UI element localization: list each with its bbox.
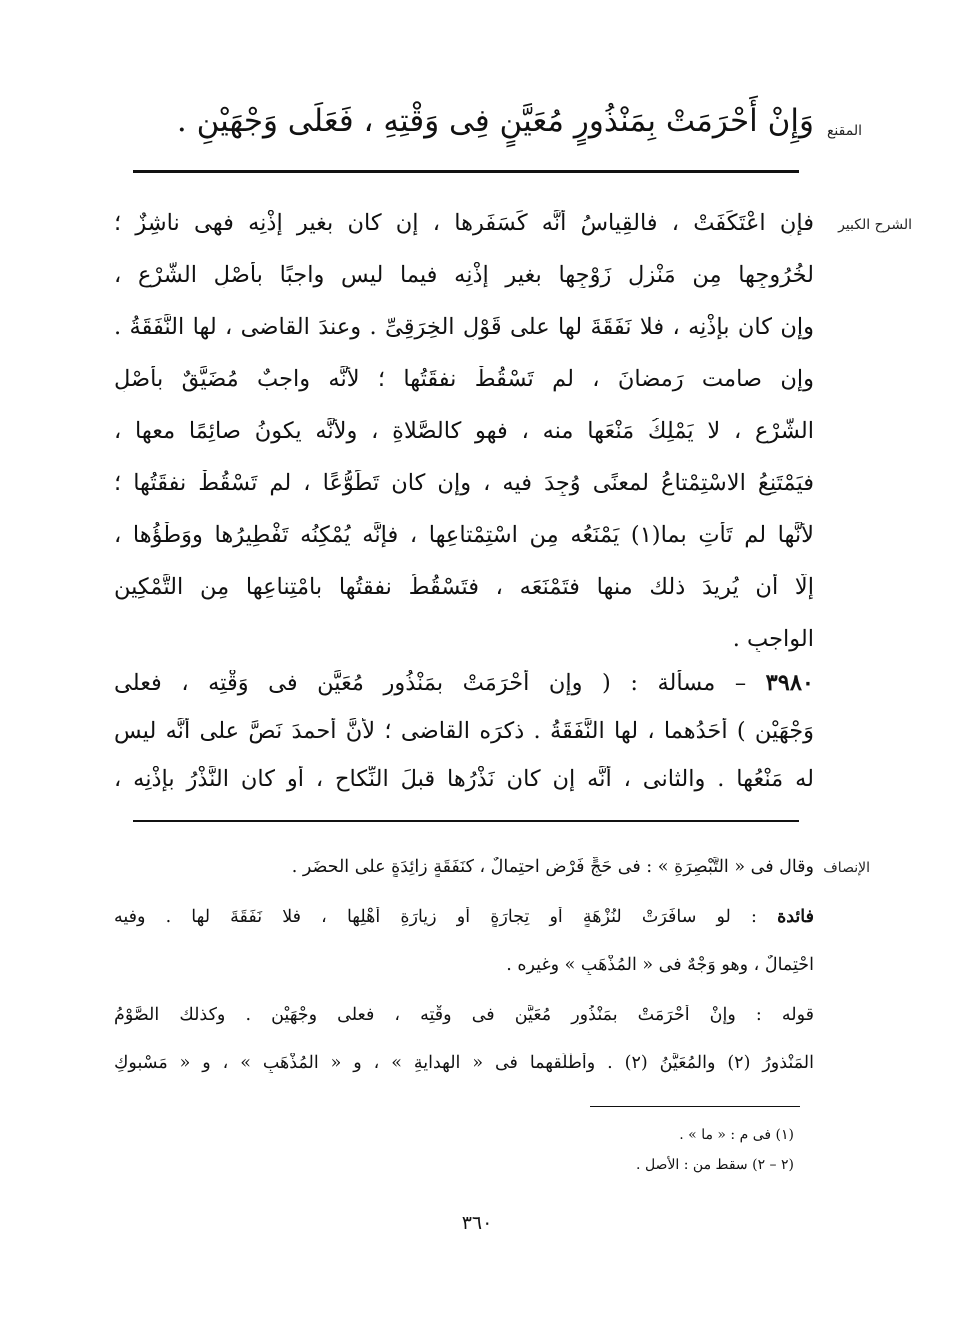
faida-line [114, 907, 814, 927]
sharh-line: وإن كان بإذْنِه ، فلا نَفَقَةَ لها على قَوْلِ الخِرَقِىِّ . وعندَ القاضى ، لها النَّفَقَةُ . [114, 314, 814, 340]
insaf-line: وقال فى « التَّبْصِرَةِ » : فى حَجٍّ فَرْضٍ احتِمالٌ ، كنَفَقَةٍ زائِدَةٍ على الحضَرِ . [291, 857, 814, 877]
sharh-line: فيَمْتَنِعُ الاسْتِمْتاعُ لمعنًى وُجِدَ فيه ، وإن كان تَطَوُّعًا ، لم تَسْقُطْ نفقَتُها ؛ [114, 470, 814, 496]
sharh-line: لأنَّها لم تَأْتِ بما(١) يَمْنَعُه مِن اسْتِمْتاعِها ، فإنَّه يُمْكِنُه تَفْطِيرُها ووَطْؤُها ، [114, 522, 814, 548]
footnote: (٢ – ٢) سقط من : الأصل . [636, 1157, 794, 1173]
muqni-divider [133, 170, 799, 173]
sharh-divider [133, 820, 799, 822]
qawluh-line: قوله : وإنْ أحْرَمَتْ بمَنْذُورٍ مُعَيَّنٍ فى وقْتِه ، فعلى وجْهَيْن . وكذلك الصَّوْمُ [114, 1005, 814, 1025]
masala-line: وَجْهَيْن ) أحَدُهما ، لها النَّفَقَةُ . ذكرَه القاضى ؛ لأنَّ أحمدَ نَصَّ على أنَّه ليس [114, 718, 814, 744]
footnote-divider [590, 1106, 800, 1107]
sharh-line: الواجبِ . [732, 626, 814, 652]
masala-line: له مَنْعُها . والثانى ، أنَّه إن كان نَذْرُها قبلَ النِّكاحِ ، أو كان النَّذْرُ بإذْنِه ، [114, 766, 814, 792]
faida-line: احْتِمالٌ ، وهو وَجْهٌ فى « المُذْهَبِ » وغيرِه . [506, 955, 814, 975]
masala-text: – مسألة : ( وإن أحْرَمَتْ بمَنْذُورٍ مُعَيَّنٍ فى وَقْتِه ، فعلى [114, 670, 747, 696]
sharh-line: وإن صامت رَمضانَ ، لم تَسْقُطْ نفقَتُها ؛ لأنَّه واجبٌ مُضَيَّقٌ بأصْلِ [114, 366, 814, 392]
faida-text: : لو سافَرَتْ لنُزْهَةٍ أو تِجارَةٍ أو زِيارَةِ أهْلِها ، فلا نَفَقَةَ لها . وفيه [114, 907, 757, 927]
page-number: ٣٦٠ [461, 1212, 493, 1234]
masala-line [114, 670, 814, 696]
faida-label: فائدة [777, 907, 814, 927]
sharh-line: فإنِ اعْتَكَفَتْ ، فالقِياسُ أنَّه كَسَفَرِها ، إن كان بغيرِ إذْنِه فهى ناشِزٌ ؛ [114, 210, 814, 236]
muqni-side-label: المقنع [826, 123, 862, 139]
muqni-text: وَإِنْ أَحْرَمَتْ بِمَنْذُورٍ مُعَيَّنٍ فِى وَقْتِهِ ، فَعَلَى وَجْهَيْنِ . [176, 103, 814, 139]
qawluh-line: المَنْذورُ (٢) والمُعَيَّنُ (٢) . وأطْلَقهما فى « الهِدايةِ » ، و « المُذْهَبِ » ، و « مَسْبوكِ [114, 1053, 814, 1073]
sharh-side-label: الشرح الكبير [838, 217, 912, 233]
insaf-side-label: الإنصاف [823, 860, 870, 876]
sharh-line: الشَّرْعِ ، لا يَمْلِكُ مَنْعَها منه ، فهو كالصَّلاةِ ، ولأنَّه يكونُ صائِمًا معها ، [114, 418, 814, 444]
sharh-line: لخُرُوجِها مِن مَنْزِلِ زَوْجِها بغيرِ إذْنِه فيما ليس واجبًا بأصْلِ الشَّرْعِ ، [114, 262, 814, 288]
footnote: (١) فى م : « ما » . [679, 1127, 794, 1143]
sharh-line: إلَّا أن يُرِيدَ ذلك منها فتَمْنَعَه ، فتَسْقُطُ نفقتُها بامْتِناعِها مِن التَّمْكِينِ [114, 574, 814, 600]
masala-number: ٣٩٨٠ [765, 670, 814, 696]
